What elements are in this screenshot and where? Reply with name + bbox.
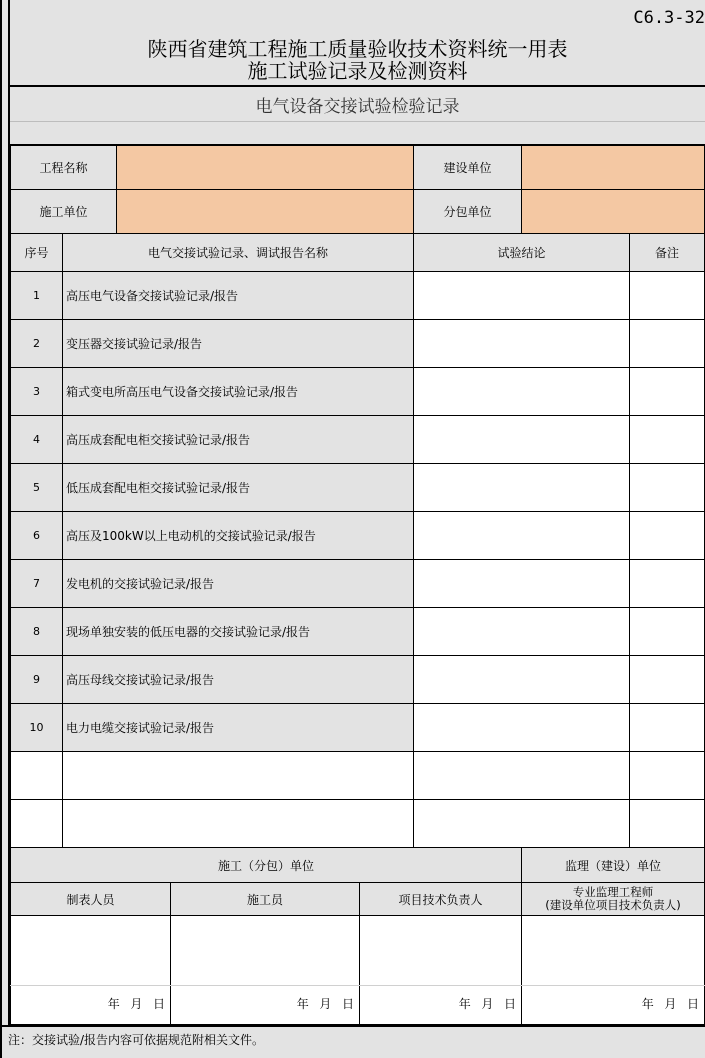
row-name: 高压电气设备交接试验记录/报告 (62, 271, 414, 320)
header-name: 电气交接试验记录、调试报告名称 (62, 233, 414, 272)
footnote: 注：交接试验/报告内容可依据规范附相关文件。 (8, 1033, 265, 1047)
row-remark[interactable] (629, 367, 705, 416)
subcontract-unit-label: 分包单位 (413, 189, 522, 234)
row-seq: 5 (10, 463, 63, 512)
row-result[interactable] (413, 799, 630, 848)
form-title-line2: 施工试验记录及检测资料 (247, 58, 468, 83)
construction-unit-header: 施工（分包）单位 (10, 847, 522, 883)
left-margin (2, 0, 8, 1058)
constructor-label: 施工员 (170, 882, 360, 916)
row-seq: 4 (10, 415, 63, 464)
row-name: 发电机的交接试验记录/报告 (62, 559, 414, 608)
row-result[interactable] (413, 463, 630, 512)
row-result[interactable] (413, 415, 630, 464)
row-seq (10, 799, 63, 848)
row-remark[interactable] (629, 511, 705, 560)
row-name: 变压器交接试验记录/报告 (62, 319, 414, 368)
row-seq: 6 (10, 511, 63, 560)
row-name: 高压及100kW以上电动机的交接试验记录/报告 (62, 511, 414, 560)
form-subtitle: 电气设备交接试验检验记录 (255, 96, 460, 117)
row-remark[interactable] (629, 655, 705, 704)
row-result[interactable] (413, 511, 630, 560)
row-result[interactable] (413, 655, 630, 704)
row-result[interactable] (413, 751, 630, 800)
row-result[interactable] (413, 367, 630, 416)
signature-inner-line (10, 985, 705, 986)
header-result: 试验结论 (413, 233, 630, 272)
row-result[interactable] (413, 559, 630, 608)
row-name: 高压母线交接试验记录/报告 (62, 655, 414, 704)
tech-lead-label: 项目技术负责人 (359, 882, 522, 916)
row-seq: 9 (10, 655, 63, 704)
tech-lead-signature-box[interactable] (359, 915, 522, 1025)
row-result[interactable] (413, 319, 630, 368)
row-seq: 10 (10, 703, 63, 752)
tech-lead-date: 年 月 日 (458, 997, 517, 1011)
row-remark[interactable] (629, 415, 705, 464)
constructor-signature-box[interactable] (170, 915, 360, 1025)
row-name: 低压成套配电柜交接试验记录/报告 (62, 463, 414, 512)
row-remark[interactable] (629, 271, 705, 320)
supervision-unit-header: 监理（建设）单位 (521, 847, 705, 883)
row-name: 电力电缆交接试验记录/报告 (62, 703, 414, 752)
supervisor-signature-box[interactable] (521, 915, 705, 1025)
constructor-date: 年 月 日 (296, 997, 355, 1011)
builder-value[interactable] (521, 145, 705, 190)
preparer-label: 制表人员 (10, 882, 171, 916)
row-seq: 2 (10, 319, 63, 368)
subcontract-unit-value[interactable] (521, 189, 705, 234)
row-seq: 1 (10, 271, 63, 320)
row-remark[interactable] (629, 559, 705, 608)
row-seq: 3 (10, 367, 63, 416)
project-name-value[interactable] (116, 145, 414, 190)
form-code: C6.3-32 (633, 8, 705, 28)
row-seq: 7 (10, 559, 63, 608)
construction-unit-label: 施工单位 (10, 189, 117, 234)
supervisor-label-line1: 专业监理工程师 (572, 885, 654, 899)
supervisor-label-line2: (建设单位项目技术负责人) (545, 898, 681, 912)
preparer-date: 年 月 日 (107, 997, 166, 1011)
header-seq: 序号 (10, 233, 63, 272)
preparer-signature-box[interactable] (10, 915, 171, 1025)
row-remark[interactable] (629, 319, 705, 368)
row-seq (10, 751, 63, 800)
row-result[interactable] (413, 607, 630, 656)
row-seq: 8 (10, 607, 63, 656)
supervisor-date: 年 月 日 (641, 997, 700, 1011)
row-name: 高压成套配电柜交接试验记录/报告 (62, 415, 414, 464)
row-remark[interactable] (629, 463, 705, 512)
builder-label: 建设单位 (413, 145, 522, 190)
construction-unit-value[interactable] (116, 189, 414, 234)
row-name: 箱式变电所高压电气设备交接试验记录/报告 (62, 367, 414, 416)
row-name (62, 799, 414, 848)
row-result[interactable] (413, 703, 630, 752)
row-name (62, 751, 414, 800)
row-remark[interactable] (629, 607, 705, 656)
row-result[interactable] (413, 271, 630, 320)
supervisor-label (521, 882, 705, 916)
header-remark: 备注 (629, 233, 705, 272)
row-name: 现场单独安装的低压电器的交接试验记录/报告 (62, 607, 414, 656)
row-remark[interactable] (629, 799, 705, 848)
project-name-label: 工程名称 (10, 145, 117, 190)
row-remark[interactable] (629, 751, 705, 800)
row-remark[interactable] (629, 703, 705, 752)
subtitle-divider (10, 121, 705, 122)
form-title-line1: 陕西省建筑工程施工质量验收技术资料统一用表 (147, 36, 568, 61)
